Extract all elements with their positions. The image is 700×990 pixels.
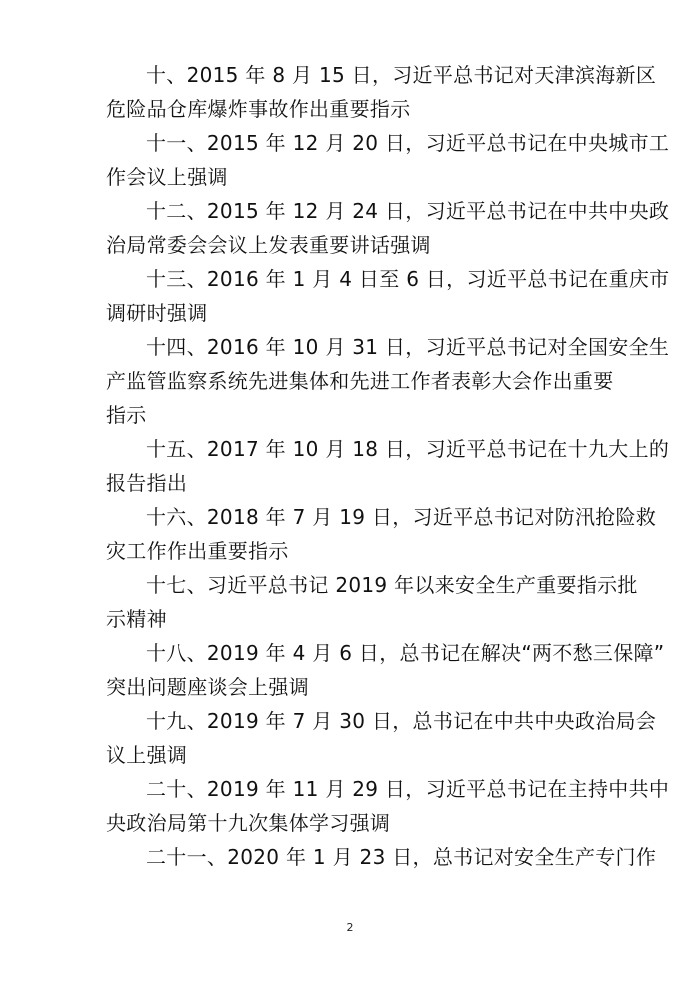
page-number: 2 xyxy=(346,921,354,934)
item-line: 突出问题座谈会上强调 xyxy=(106,675,309,699)
item-line: 指示 xyxy=(106,403,147,427)
list-item xyxy=(106,126,670,194)
item-line: 危险品仓库爆炸事故作出重要指示 xyxy=(106,97,411,121)
item-line: 央政治局第十九次集体学习强调 xyxy=(106,811,391,835)
list-item xyxy=(106,840,657,874)
list-item xyxy=(106,58,657,126)
item-line: 十二、2015 年 12 月 24 日，习近平总书记在中共中央政 xyxy=(146,199,670,223)
list-item xyxy=(106,500,657,568)
item-line: 十四、2016 年 10 月 31 日，习近平总书记对全国安全生 xyxy=(146,335,670,359)
item-line: 十七、习近平总书记 2019 年以来安全生产重要指示批 xyxy=(146,573,638,597)
item-line: 报告指出 xyxy=(106,471,188,495)
list-item xyxy=(106,772,670,840)
list-item xyxy=(106,194,670,262)
item-line: 十三、2016 年 1 月 4 日至 6 日，习近平总书记在重庆市 xyxy=(146,267,670,291)
item-line: 二十一、2020 年 1 月 23 日，总书记对安全生产专门作 xyxy=(146,845,657,869)
list-item xyxy=(106,432,670,500)
item-line: 灾工作作出重要指示 xyxy=(106,539,289,563)
item-line: 十八、2019 年 4 月 6 日，总书记在解决“两不愁三保障” xyxy=(146,641,665,665)
item-line: 十、2015 年 8 月 15 日，习近平总书记对天津滨海新区 xyxy=(146,63,657,87)
item-line: 调研时强调 xyxy=(106,301,208,325)
item-line: 治局常委会会议上发表重要讲话强调 xyxy=(106,233,431,257)
list-item xyxy=(106,330,670,432)
item-line: 作会议上强调 xyxy=(106,165,228,189)
item-line: 十一、2015 年 12 月 20 日，习近平总书记在中央城市工 xyxy=(146,131,670,155)
item-line: 十五、2017 年 10 月 18 日，习近平总书记在十九大上的 xyxy=(146,437,670,461)
list-item xyxy=(106,636,665,704)
item-line: 示精神 xyxy=(106,607,167,631)
item-line: 议上强调 xyxy=(106,743,188,767)
list-item xyxy=(106,262,670,330)
list-item xyxy=(106,568,638,636)
list-item xyxy=(106,704,657,772)
item-line: 二十、2019 年 11 月 29 日，习近平总书记在主持中共中 xyxy=(146,777,670,801)
item-line: 产监管监察系统先进集体和先进工作者表彰大会作出重要 xyxy=(106,369,614,393)
item-line: 十六、2018 年 7 月 19 日，习近平总书记对防汛抢险救 xyxy=(146,505,657,529)
item-line: 十九、2019 年 7 月 30 日，总书记在中共中央政治局会 xyxy=(146,709,657,733)
document-body xyxy=(106,58,670,874)
